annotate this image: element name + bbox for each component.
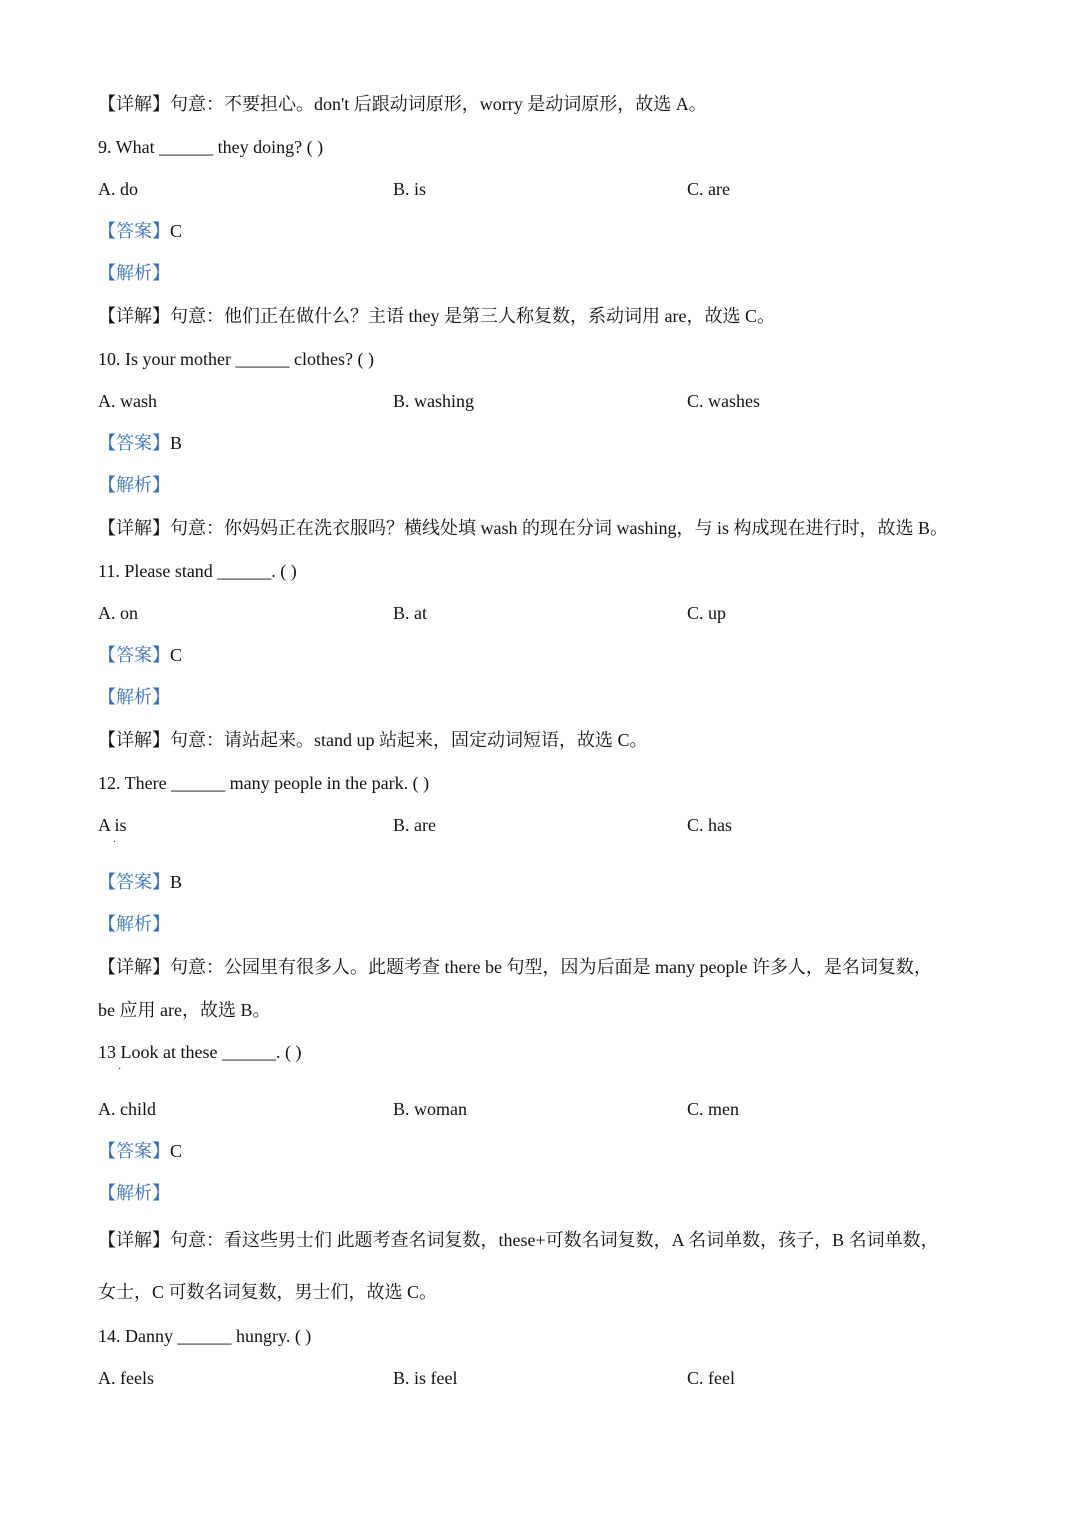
stray-dot-mark: · [118, 1064, 122, 1075]
question-13-detail-line-1 [98, 1228, 939, 1252]
question-9-answer [98, 219, 182, 243]
question-9-analysis-label: 【解析】 [98, 263, 170, 283]
question-12-detail-line-1 [98, 955, 932, 979]
stray-dot-mark: · [113, 837, 117, 848]
question-14-stem: 14. Danny ______ hungry. ( ) [98, 1326, 312, 1346]
question-9-detail [98, 304, 775, 328]
question-11-stem: 11. Please stand ______. ( ) [98, 561, 297, 581]
question-11-option-a: A. on [98, 603, 138, 623]
question-13-option-b: B. woman [393, 1099, 467, 1119]
question-9-option-c: C. are [687, 179, 730, 199]
question-14-option-c: C. feel [687, 1368, 735, 1388]
question-12-stem: 12. There ______ many people in the park. ( ) [98, 773, 430, 793]
question-10-answer [98, 431, 182, 455]
detail-label: 【详解】 [98, 957, 170, 977]
answer-value: C [170, 1141, 183, 1161]
question-13-option-c: C. men [687, 1099, 739, 1119]
question-12-option-c: C. has [687, 815, 732, 835]
answer-label: 【答案】 [98, 221, 170, 241]
question-11-option-c: C. up [687, 603, 727, 623]
question-12-detail-line-2: be 应用 are，故选 B。 [98, 1000, 271, 1020]
question-9-stem: 9. What ______ they doing? ( ) [98, 137, 324, 157]
question-9-option-b: B. is [393, 179, 427, 199]
detail-text: 句意：公园里有很多人。此题考查 there be 句型，因为后面是 many people 许多人，是名词复数， [170, 957, 932, 977]
question-11-detail [98, 728, 648, 752]
question-10-option-a: A. wash [98, 391, 157, 411]
detail-text: 句意：看这些男士们 此题考查名词复数，these+可数名词复数，A 名词单数，孩子，B 名词单数， [170, 1230, 939, 1250]
detail-label: 【详解】 [98, 1230, 170, 1250]
answer-value: C [170, 645, 183, 665]
answer-value: B [170, 872, 183, 892]
question-11-answer [98, 643, 182, 667]
question-10-option-b: B. washing [393, 391, 474, 411]
answer-label: 【答案】 [98, 872, 170, 892]
question-10-analysis-label: 【解析】 [98, 475, 170, 495]
answer-label: 【答案】 [98, 433, 170, 453]
intro-detail-line [98, 92, 707, 116]
detail-label: 【详解】 [98, 306, 170, 326]
detail-label: 【详解】 [98, 518, 170, 538]
question-14-option-a: A. feels [98, 1368, 154, 1388]
question-10-stem: 10. Is your mother ______ clothes? ( ) [98, 349, 374, 369]
detail-text: 句意：不要担心。don't 后跟动词原形，worry 是动词原形，故选 A。 [170, 94, 707, 114]
question-10-option-c: C. washes [687, 391, 760, 411]
question-12-option-a: A is [98, 815, 127, 835]
question-13-analysis-label: 【解析】 [98, 1183, 170, 1203]
detail-text: 句意：你妈妈正在洗衣服吗？横线处填 wash 的现在分词 washing，与 is 构成现在进行时，故选 B。 [170, 518, 948, 538]
question-12-analysis-label: 【解析】 [98, 914, 170, 934]
answer-value: C [170, 221, 183, 241]
question-10-detail [98, 516, 948, 540]
question-13-stem: 13 Look at these ______. ( ) [98, 1042, 302, 1062]
question-13-option-a: A. child [98, 1099, 156, 1119]
question-11-option-b: B. at [393, 603, 427, 623]
question-14-option-b: B. is feel [393, 1368, 458, 1388]
question-12-option-b: B. are [393, 815, 436, 835]
question-9-option-a: A. do [98, 179, 138, 199]
detail-label: 【详解】 [98, 730, 170, 750]
detail-text: 句意：请站起来。stand up 站起来，固定动词短语，故选 C。 [170, 730, 648, 750]
detail-label: 【详解】 [98, 94, 170, 114]
answer-label: 【答案】 [98, 1141, 170, 1161]
question-13-detail-line-2: 女士，C 可数名词复数，男士们，故选 C。 [98, 1282, 438, 1302]
answer-value: B [170, 433, 183, 453]
question-11-analysis-label: 【解析】 [98, 687, 170, 707]
question-13-answer [98, 1139, 182, 1163]
question-12-answer [98, 870, 182, 894]
detail-text: 句意：他们正在做什么？主语 they 是第三人称复数，系动词用 are，故选 C。 [170, 306, 775, 326]
answer-label: 【答案】 [98, 645, 170, 665]
